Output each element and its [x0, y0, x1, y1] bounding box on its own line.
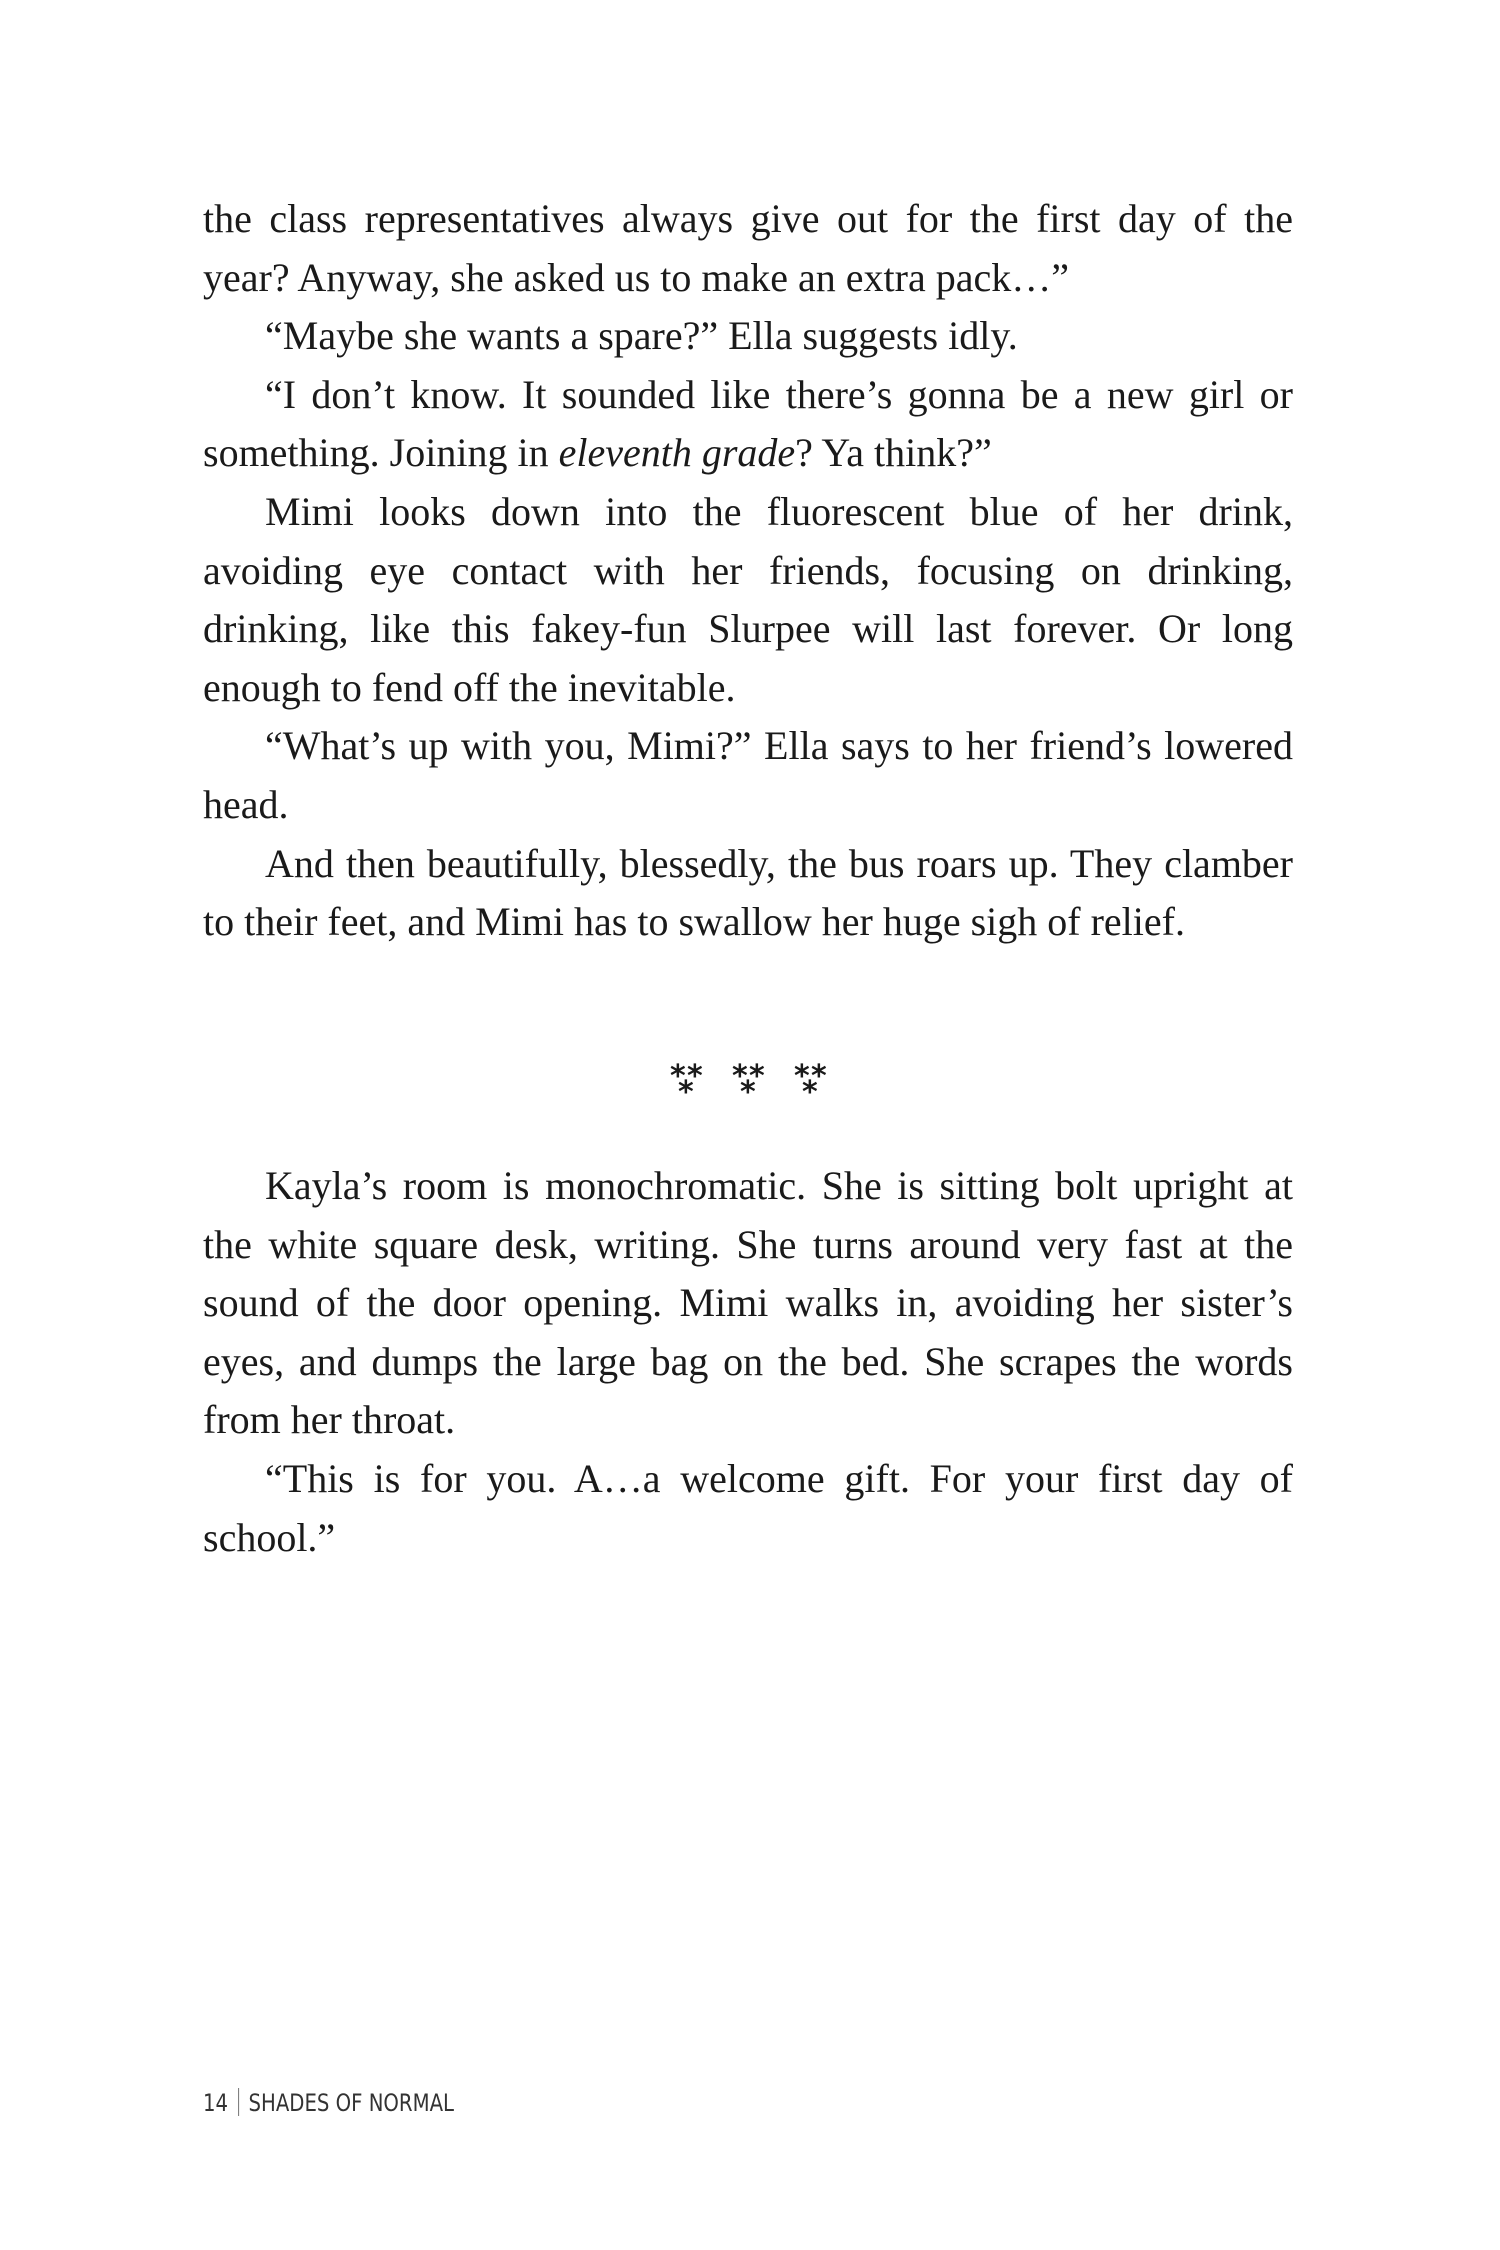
paragraph: Kayla’s room is monochromatic. She is sitting bolt upright at the white square desk, writing. She turns around very fast at the sound of the door opening. Mimi walks in, avoiding her sister’s eyes, and dumps the large bag on the bed. She scrapes the words from her throat.	[203, 1163, 1293, 1443]
paragraph: And then beautifully, blessedly, the bus roars up. They clamber to their feet, and Mimi has to swallow her huge sigh of relief.	[203, 840, 1293, 945]
footer-divider	[238, 2088, 239, 2116]
italic-phrase: eleventh grade	[558, 430, 796, 476]
body-text-bottom	[203, 1157, 1293, 1567]
page-number: 14	[203, 2089, 229, 2117]
paragraph-text: “I don’t know. It sounded like there’s gonna be a new girl or something. Joining in	[203, 371, 1293, 476]
paragraph	[203, 366, 1293, 483]
asterism-ornament-icon: * * *	[732, 1059, 765, 1110]
body-text-top	[203, 190, 1293, 952]
section-break-ornament	[0, 1058, 1500, 1118]
asterism-ornament-icon: * * *	[794, 1059, 827, 1110]
paragraph: “This is for you. A…a welcome gift. For your first day of school.”	[203, 1455, 1293, 1560]
asterism-ornament-icon: * * *	[670, 1059, 703, 1110]
paragraph: Mimi looks down into the fluorescent blue of her drink, avoiding eye contact with her friends, focusing on drinking, drinking, like this fakey-fun Slurpee will last forever. Or long enough to fend off the inevitable.	[203, 488, 1293, 710]
paragraph: “What’s up with you, Mimi?” Ella says to her friend’s lowered head.	[203, 723, 1293, 827]
running-title: SHADES OF NORMAL	[248, 2089, 454, 2117]
paragraph-text: ? Ya think?”	[795, 430, 992, 476]
paragraph: the class representatives always give out for the first day of the year? Anyway, she asked us to make an extra pack…”	[203, 196, 1293, 300]
paragraph: “Maybe she wants a spare?” Ella suggests idly.	[265, 313, 1018, 359]
page-footer	[203, 2088, 454, 2117]
